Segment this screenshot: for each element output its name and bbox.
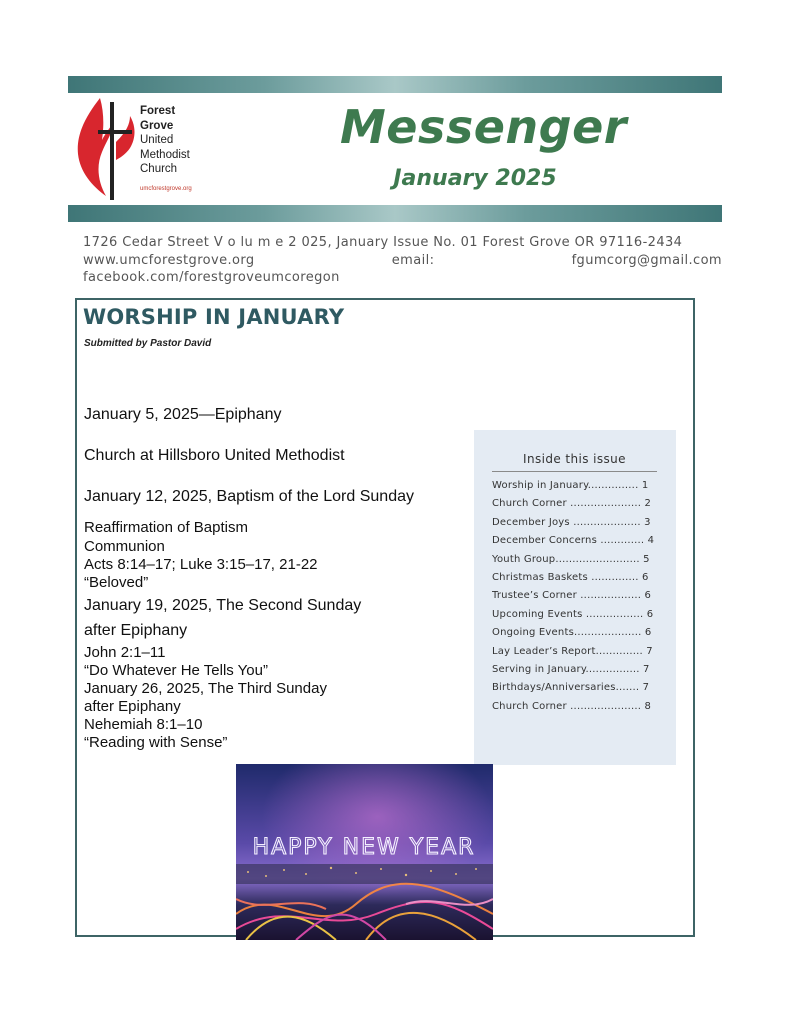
facebook-text: facebook.com/forestgroveumcoregon xyxy=(83,270,340,285)
worship-line: Nehemiah 8:1–10 xyxy=(84,716,203,733)
worship-line: January 5, 2025—Epiphany xyxy=(84,406,282,423)
logo-line: Forest xyxy=(140,105,176,117)
sidebar-divider xyxy=(492,471,657,472)
logo-line: Church xyxy=(140,163,178,175)
church-name-block xyxy=(140,104,190,177)
toc-item: Lay Leader’s Report.............. 7 xyxy=(492,645,653,657)
toc-item: Birthdays/Anniversaries....... 7 xyxy=(492,682,650,694)
worship-line: January 19, 2025, The Second Sunday xyxy=(84,597,362,614)
worship-line: John 2:1–11 xyxy=(84,644,166,661)
logo-url: umcforestgrove.org xyxy=(140,186,192,192)
worship-line: Reaffirmation of Baptism xyxy=(84,519,248,536)
inside-this-issue-sidebar xyxy=(474,430,676,765)
worship-line: Church at Hillsboro United Methodist xyxy=(84,447,345,464)
worship-line: Communion xyxy=(84,538,165,555)
worship-line: January 26, 2025, The Third Sunday xyxy=(84,680,327,697)
toc-item: Church Corner ..................... 2 xyxy=(492,498,652,510)
issue-date: January 2025 xyxy=(393,166,557,191)
toc-item: Ongoing Events.................... 6 xyxy=(492,627,652,639)
toc-item: Worship in January............... 1 xyxy=(492,480,649,491)
photo-caption: HAPPY NEW YEAR xyxy=(252,835,476,860)
toc-item: Church Corner ..................... 8 xyxy=(492,700,652,712)
logo-line: Methodist xyxy=(140,148,190,161)
worship-line: “Beloved” xyxy=(84,574,149,591)
logo-line: Grove xyxy=(140,119,174,132)
article-byline: Submitted by Pastor David xyxy=(84,338,212,349)
toc-item: Serving in January................ 7 xyxy=(492,663,650,675)
email-label: email: xyxy=(391,252,435,268)
worship-line: after Epiphany xyxy=(84,622,188,639)
newsletter-title: Messenger xyxy=(340,100,627,154)
worship-line: January 12, 2025, Baptism of the Lord Sunday xyxy=(84,488,414,505)
email-text: fgumcorg@gmail.com xyxy=(571,252,722,268)
worship-line: after Epiphany xyxy=(84,698,181,715)
worship-line: “Do Whatever He Tells You” xyxy=(84,662,268,679)
toc-item: Upcoming Events ................. 6 xyxy=(492,608,654,620)
address-block xyxy=(83,234,722,287)
header-bottom-bar xyxy=(68,205,722,222)
toc-item: December Concerns ............. 4 xyxy=(492,535,655,547)
toc-item: December Joys .................... 3 xyxy=(492,516,651,528)
header-top-bar xyxy=(68,76,722,93)
website-text: www.umcforestgrove.org xyxy=(83,252,255,268)
toc-item: Youth Group......................... 5 xyxy=(492,553,650,565)
toc-item: Christmas Baskets .............. 6 xyxy=(492,571,649,583)
worship-line: “Reading with Sense” xyxy=(84,734,228,751)
logo-line: United xyxy=(140,134,174,146)
happy-new-year-photo xyxy=(236,764,493,940)
table-of-contents xyxy=(492,480,658,719)
sidebar-title: Inside this issue xyxy=(523,452,626,466)
article-title: WORSHIP IN JANUARY xyxy=(83,305,345,329)
toc-item: Trustee’s Corner .................. 6 xyxy=(492,590,652,602)
address-line: 1726 Cedar Street V o lu m e 2 025, January Issue No. 01 Forest Grove OR 97116-2434 xyxy=(83,235,683,250)
worship-line: Acts 8:14–17; Luke 3:15–17, 21-22 xyxy=(84,556,318,573)
contact-line xyxy=(83,252,722,270)
